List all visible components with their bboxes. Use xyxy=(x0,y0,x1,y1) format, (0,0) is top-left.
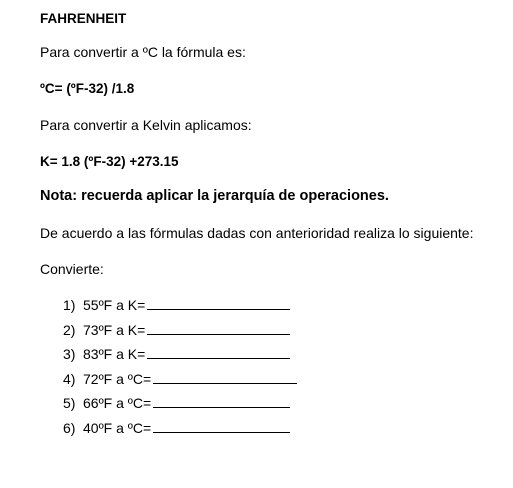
exercise-item xyxy=(63,296,297,313)
exercise-item xyxy=(63,394,297,411)
kelvin-intro-text: Para convertir a Kelvin aplicamos: xyxy=(40,117,252,133)
convert-label: Convierte: xyxy=(40,261,104,277)
exercise-number: 3) xyxy=(63,346,76,362)
exercise-text: 72ºF a ºC= xyxy=(83,370,152,387)
exercise-item xyxy=(63,370,297,387)
celsius-intro-text: Para convertir a ºC la fórmula es: xyxy=(40,44,246,60)
answer-blank[interactable] xyxy=(153,407,290,408)
answer-blank[interactable] xyxy=(147,358,290,359)
instruction-text: De acuerdo a las fórmulas dadas con anterioridad realiza lo siguiente: xyxy=(40,225,474,241)
answer-blank[interactable] xyxy=(153,432,290,433)
exercise-item xyxy=(63,419,297,436)
exercise-item xyxy=(63,345,297,362)
page-title: FAHRENHEIT xyxy=(40,11,127,26)
exercise-number: 4) xyxy=(63,370,76,387)
exercise-list xyxy=(63,296,297,443)
note-text: Nota: recuerda aplicar la jerarquía de operaciones. xyxy=(40,188,389,204)
answer-blank[interactable] xyxy=(147,334,290,335)
exercise-number: 1) xyxy=(63,297,76,313)
kelvin-formula: K= 1.8 (ºF-32) +273.15 xyxy=(40,154,179,169)
exercise-text: 55ºF a K= xyxy=(83,297,146,313)
exercise-number: 6) xyxy=(63,419,76,436)
exercise-text: 73ºF a K= xyxy=(83,321,146,338)
answer-blank[interactable] xyxy=(153,383,297,384)
exercise-text: 83ºF a K= xyxy=(83,346,146,362)
celsius-formula: ºC= (ºF-32) /1.8 xyxy=(40,81,135,96)
exercise-number: 2) xyxy=(63,321,76,338)
answer-blank[interactable] xyxy=(147,309,290,310)
exercise-number: 5) xyxy=(63,395,76,411)
exercise-text: 66ºF a ºC= xyxy=(83,395,152,411)
exercise-text: 40ºF a ºC= xyxy=(83,419,152,436)
exercise-item xyxy=(63,321,297,338)
